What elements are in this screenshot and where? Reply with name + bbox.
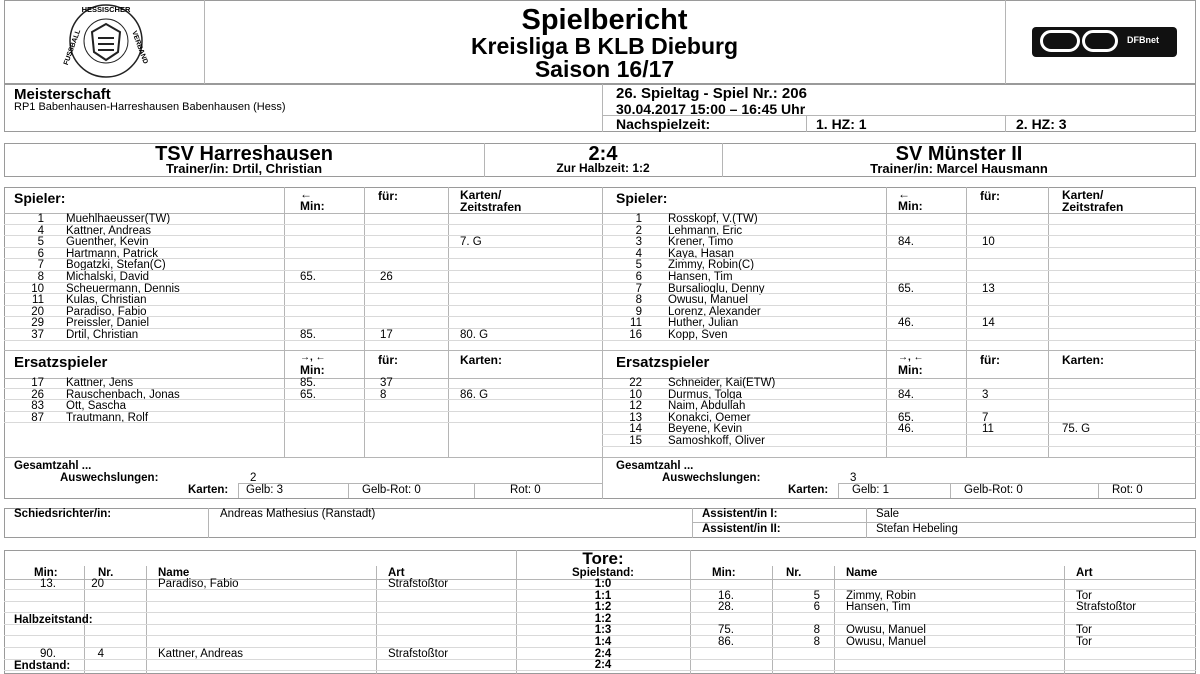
away-player-nr: 5 xyxy=(635,259,642,272)
row-line xyxy=(4,670,1196,671)
home-for-header: für: xyxy=(378,189,398,203)
away-karten-label: Karten: xyxy=(788,484,829,496)
away-sub-name: Beyene, Kevin xyxy=(668,423,743,436)
home-player-name: Michalski, David xyxy=(66,271,150,283)
match-datetime: 30.04.2017 15:00 – 16:45 Uhr xyxy=(616,101,806,117)
home-goals-min-header: Min: xyxy=(34,567,58,579)
home-player-nr: 29 xyxy=(31,317,44,330)
goal-anr: 8 xyxy=(813,636,820,648)
away-player-name: Lehmann, Eric xyxy=(668,224,743,237)
away-goals-name-header: Name xyxy=(846,567,878,579)
away-player-for: 13 xyxy=(982,282,995,295)
away-player-for: 14 xyxy=(982,317,995,330)
home-player-name: Drtil, Christian xyxy=(66,329,139,341)
away-sub-nr: 22 xyxy=(629,377,642,389)
home-player-nr: 7 xyxy=(37,259,44,272)
goal-hnr: 4 xyxy=(97,647,104,660)
home-sub-nr: 87 xyxy=(31,411,44,424)
away-sub-name: Schneider, Kai(ETW) xyxy=(668,377,776,389)
away-player-name: Bursalioglu, Denny xyxy=(668,282,765,295)
away-penalties-header: Zeitstrafen xyxy=(1062,200,1124,214)
home-player-nr: 37 xyxy=(31,329,44,341)
goal-hnr: 20 xyxy=(91,578,104,590)
home-player-nr: 5 xyxy=(37,236,44,249)
goal-aname: Owusu, Manuel xyxy=(846,636,926,648)
home-player-nr: 8 xyxy=(37,271,44,283)
away-yellowred: Gelb-Rot: 0 xyxy=(964,484,1023,496)
away-player-name: Kaya, Hasan xyxy=(668,247,734,260)
goal-score: 1:1 xyxy=(594,589,612,602)
goal-score: 2:4 xyxy=(594,647,612,660)
away-min-header: Min: xyxy=(898,199,923,213)
svg-text:FUSSBALL: FUSSBALL xyxy=(62,28,83,67)
away-yellow: Gelb: 1 xyxy=(852,484,890,496)
away-total-label: Gesamtzahl ... xyxy=(616,460,694,472)
goal-hmin: 13. xyxy=(40,578,56,590)
goal-anr: 8 xyxy=(813,624,820,637)
home-player-for: 17 xyxy=(380,329,393,341)
home-red: Rot: 0 xyxy=(510,484,541,496)
away-player-name: Zimmy, Robin(C) xyxy=(668,259,755,272)
assistant1-label: Assistent/in I: xyxy=(702,508,778,520)
away-goals-nr-header: Nr. xyxy=(786,567,802,579)
away-player-nr: 4 xyxy=(635,247,642,260)
goal-hname: Paradiso, Fabio xyxy=(158,578,239,590)
away-player-nr: 7 xyxy=(635,282,642,295)
away-sub-nr: 13 xyxy=(629,411,642,424)
goal-aname: Zimmy, Robin xyxy=(846,589,917,602)
home-sub-min: 85. xyxy=(300,377,316,389)
away-player-min: 84. xyxy=(898,236,914,249)
home-goals-art-header: Art xyxy=(388,567,405,579)
league-title: Kreisliga B KLB Dieburg xyxy=(470,33,739,59)
away-sub-for: 3 xyxy=(982,388,989,401)
goal-score: 1:3 xyxy=(594,624,612,637)
away-player-nr: 9 xyxy=(635,305,642,318)
extra-time-hz1: 1. HZ: 1 xyxy=(816,116,867,132)
away-sub-name: Samoshkoff, Oliver xyxy=(668,435,765,447)
away-player-name: Kopp, Sven xyxy=(668,329,728,341)
away-player-name: Hansen, Tim xyxy=(668,271,733,283)
home-player-nr: 1 xyxy=(37,213,44,225)
goal-score: 1:2 xyxy=(594,601,612,614)
away-for-header: für: xyxy=(980,189,1000,203)
home-sub-name: Trautmann, Rolf xyxy=(66,411,149,424)
home-goals-name-header: Name xyxy=(158,567,190,579)
home-goals-nr-header: Nr. xyxy=(98,567,114,579)
goal-aart: Tor xyxy=(1076,636,1092,648)
home-karten-label: Karten: xyxy=(188,484,229,496)
away-sub-name: Naim, Abdullah xyxy=(668,400,746,413)
home-sub-name: Ott, Sascha xyxy=(66,400,127,413)
home-player-name: Preissler, Daniel xyxy=(66,317,150,330)
home-subs-arrow: →, ← xyxy=(300,352,326,363)
home-players-header: Spieler: xyxy=(14,190,66,206)
home-player-nr: 20 xyxy=(31,305,44,318)
away-subs-arrow: →, ← xyxy=(898,352,924,363)
home-player-nr: 4 xyxy=(37,224,44,237)
away-player-nr: 11 xyxy=(630,317,642,330)
home-sub-card: 86. G xyxy=(460,388,489,401)
home-arrow-out: ← xyxy=(300,187,312,201)
home-player-card: 80. G xyxy=(460,329,489,341)
away-goals-art-header: Art xyxy=(1076,567,1093,579)
goal-score: 1:4 xyxy=(594,636,612,648)
venue: RP1 Babenhausen-Harreshausen Babenhausen (Hess) xyxy=(14,101,286,113)
assistant1-name: Sale xyxy=(876,508,900,520)
away-player-nr: 3 xyxy=(635,236,642,249)
away-players-header: Spieler: xyxy=(616,190,668,206)
goals-score-header: Spielstand: xyxy=(572,567,634,579)
away-player-nr: 8 xyxy=(635,294,642,307)
away-player-min: 46. xyxy=(898,317,914,330)
home-player-name: Kulas, Christian xyxy=(66,294,147,307)
home-player-name: Bogatzki, Stefan(C) xyxy=(66,259,166,272)
svg-text:VERBAND: VERBAND xyxy=(130,30,149,65)
home-player-min: 85. xyxy=(300,329,316,341)
away-player-name: Huther, Julian xyxy=(668,317,739,330)
away-player-min: 65. xyxy=(898,282,914,295)
goal-score: 1:2 xyxy=(594,612,612,625)
home-yellowred: Gelb-Rot: 0 xyxy=(362,484,421,496)
row-line xyxy=(602,446,1200,447)
away-sub-nr: 14 xyxy=(629,423,642,436)
away-player-name: Krener, Timo xyxy=(668,236,734,249)
goal-amin: 86. xyxy=(718,636,734,648)
home-player-name: Kattner, Andreas xyxy=(66,224,152,237)
goal-amin: 16. xyxy=(718,589,734,602)
away-subs-count: 3 xyxy=(850,472,857,484)
goal-aart: Tor xyxy=(1076,624,1092,637)
away-cards-header: Karten/ xyxy=(1062,188,1104,202)
home-sub-nr: 26 xyxy=(31,388,44,401)
goals-header: Tore: xyxy=(582,549,624,568)
away-sub-for: 7 xyxy=(982,411,989,424)
final-score: 2:4 xyxy=(588,143,618,165)
away-team: SV Münster II xyxy=(895,143,1023,165)
home-trainer: Trainer/in: Drtil, Christian xyxy=(165,161,323,176)
goal-amin: 28. xyxy=(718,601,734,614)
home-team: TSV Harreshausen xyxy=(155,143,333,165)
officials-box xyxy=(4,508,1196,538)
home-player-min: 65. xyxy=(300,271,316,283)
goal-anr: 6 xyxy=(813,601,820,614)
away-player-for: 10 xyxy=(982,236,995,249)
home-sub-nr: 83 xyxy=(31,400,44,413)
goal-aname: Hansen, Tim xyxy=(846,601,911,614)
home-player-name: Muehlhaeusser(TW) xyxy=(66,213,171,225)
away-sub-name: Konakci, Oemer xyxy=(668,411,751,424)
away-subs-label: Auswechslungen: xyxy=(662,472,761,484)
goal-amin: 75. xyxy=(718,624,734,637)
away-sub-min: 84. xyxy=(898,388,914,401)
home-player-card: 7. G xyxy=(460,236,482,249)
away-subs-min: Min: xyxy=(898,363,923,377)
away-subs-header: Ersatzspieler xyxy=(616,354,710,371)
away-arrow-out: ← xyxy=(898,187,910,201)
goal-anr: 5 xyxy=(813,589,820,602)
home-min-header: Min: xyxy=(300,199,325,213)
away-player-name: Lorenz, Alexander xyxy=(668,305,761,318)
dfbnet-logo xyxy=(1032,27,1177,57)
away-sub-min: 65. xyxy=(898,411,914,424)
away-player-nr: 6 xyxy=(635,271,642,283)
home-penalties-header: Zeitstrafen xyxy=(460,200,522,214)
home-sub-min: 65. xyxy=(300,388,316,401)
home-subs-for: für: xyxy=(378,353,398,367)
away-sub-card: 75. G xyxy=(1062,423,1091,436)
away-sub-nr: 10 xyxy=(629,388,642,401)
row-line xyxy=(602,340,1200,341)
final-score-label: Endstand: xyxy=(14,660,71,672)
hfv-logo xyxy=(52,2,160,80)
away-sub-for: 11 xyxy=(982,423,994,436)
assistant2-label: Assistent/in II: xyxy=(702,523,781,535)
season-title: Saison 16/17 xyxy=(534,56,675,82)
home-player-nr: 11 xyxy=(32,294,44,307)
referee-label: Schiedsrichter/in: xyxy=(14,508,112,520)
home-player-name: Paradiso, Fabio xyxy=(66,305,147,318)
halftime-score: Zur Halbzeit: 1:2 xyxy=(556,161,650,175)
away-player-nr: 16 xyxy=(629,329,642,341)
home-sub-name: Kattner, Jens xyxy=(66,377,134,389)
home-player-nr: 6 xyxy=(37,247,44,260)
matchday: 26. Spieltag - Spiel Nr.: 206 xyxy=(616,85,807,102)
away-subs-cards: Karten: xyxy=(1062,353,1105,367)
home-player-nr: 10 xyxy=(31,282,44,295)
competition: Meisterschaft xyxy=(14,86,111,103)
svg-text:HESSISCHER: HESSISCHER xyxy=(81,5,131,14)
away-goals-min-header: Min: xyxy=(712,567,736,579)
goal-aart: Tor xyxy=(1076,589,1092,602)
home-player-for: 26 xyxy=(380,271,393,283)
goal-score: 2:4 xyxy=(594,659,612,672)
home-player-name: Hartmann, Patrick xyxy=(66,247,159,260)
home-subs-header: Ersatzspieler xyxy=(14,354,108,371)
away-sub-nr: 12 xyxy=(629,400,642,413)
away-trainer: Trainer/in: Marcel Hausmann xyxy=(870,161,1048,176)
referee-name: Andreas Mathesius (Ranstadt) xyxy=(220,508,376,520)
assistant2-name: Stefan Hebeling xyxy=(876,523,958,535)
away-player-name: Owusu, Manuel xyxy=(668,294,748,307)
goal-hart: Strafstoßtor xyxy=(388,578,449,590)
goal-hname: Kattner, Andreas xyxy=(158,647,244,660)
home-subs-cards: Karten: xyxy=(460,353,503,367)
home-sub-for: 8 xyxy=(380,388,387,401)
extra-time-label: Nachspielzeit: xyxy=(616,116,711,132)
away-player-nr: 1 xyxy=(635,213,642,225)
goal-hmin: 90. xyxy=(40,647,56,660)
report-title: Spielbericht xyxy=(521,4,688,36)
home-subs-count: 2 xyxy=(250,472,257,484)
goal-hart: Strafstoßtor xyxy=(388,647,449,660)
home-sub-name: Rauschenbach, Jonas xyxy=(66,388,180,401)
home-cards-header: Karten/ xyxy=(460,188,502,202)
home-player-name: Guenther, Kevin xyxy=(66,236,149,249)
home-sub-for: 37 xyxy=(380,377,393,389)
away-red: Rot: 0 xyxy=(1112,484,1143,496)
away-sub-min: 46. xyxy=(898,423,914,436)
goal-aart: Strafstoßtor xyxy=(1076,601,1137,614)
home-yellow: Gelb: 3 xyxy=(246,484,284,496)
home-sub-nr: 17 xyxy=(31,377,44,389)
away-sub-name: Durmus, Tolga xyxy=(668,388,742,401)
home-subs-min: Min: xyxy=(300,363,325,377)
dfbnet-text: DFBnet xyxy=(1127,35,1159,45)
away-player-name: Rosskopf, V.(TW) xyxy=(668,213,758,225)
goal-score: 1:0 xyxy=(594,578,612,590)
home-subs-label: Auswechslungen: xyxy=(60,472,159,484)
home-total-label: Gesamtzahl ... xyxy=(14,460,92,472)
extra-time-hz2: 2. HZ: 3 xyxy=(1016,116,1067,132)
home-player-name: Scheuermann, Dennis xyxy=(66,282,180,295)
away-sub-nr: 15 xyxy=(629,435,642,447)
away-player-nr: 2 xyxy=(635,224,642,237)
away-subs-for: für: xyxy=(980,353,1000,367)
goal-aname: Owusu, Manuel xyxy=(846,624,926,637)
halftime-score-label: Halbzeitstand: xyxy=(14,614,93,626)
